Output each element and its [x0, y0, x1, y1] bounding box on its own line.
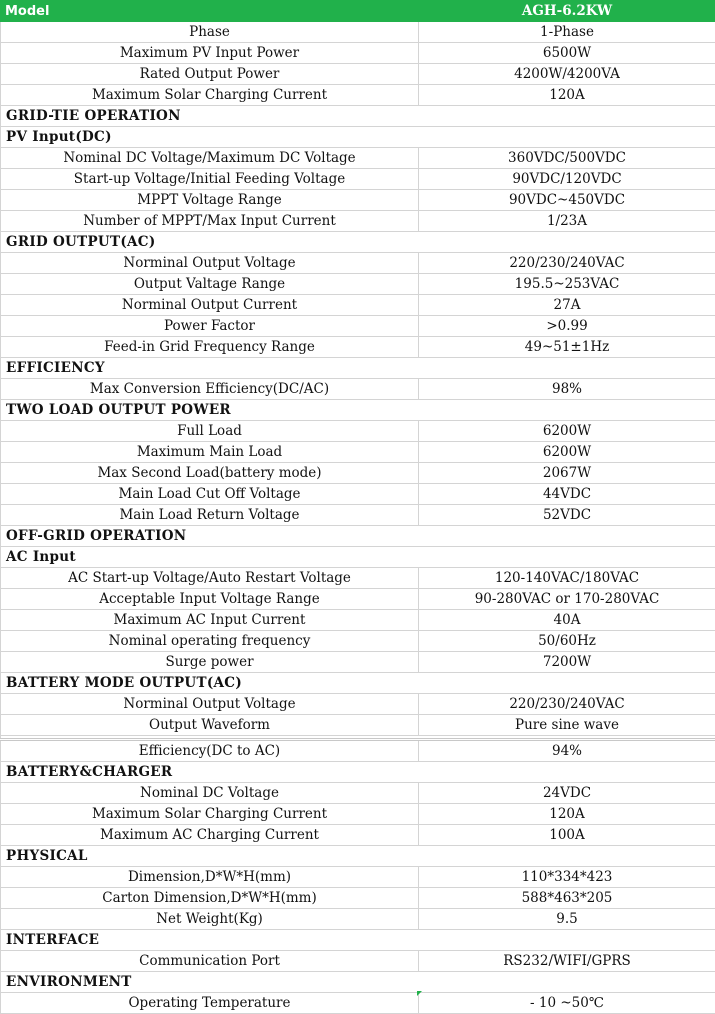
section-title: INTERFACE: [1, 930, 715, 951]
spec-row: [1, 295, 715, 316]
spec-row: [1, 783, 715, 804]
spec-value: >0.99: [419, 316, 715, 337]
spec-label: Maximum AC Input Current: [1, 610, 419, 631]
spec-value: 50/60Hz: [419, 631, 715, 652]
spec-label: Output Valtage Range: [1, 274, 419, 295]
section-header-row: [1, 358, 715, 379]
spec-value: Pure sine wave: [419, 715, 715, 736]
spec-row: [1, 442, 715, 463]
spec-row: [1, 421, 715, 442]
spec-row: [1, 211, 715, 232]
spec-label: Max Second Load(battery mode): [1, 463, 419, 484]
spec-label: Nominal operating frequency: [1, 631, 419, 652]
spec-label: Acceptable Input Voltage Range: [1, 589, 419, 610]
section-header-row: [1, 400, 715, 421]
spec-row: [1, 652, 715, 673]
spec-row: [1, 253, 715, 274]
spec-value: 100A: [419, 825, 715, 846]
spec-label: Maximum Solar Charging Current: [1, 804, 419, 825]
spec-value: 6200W: [419, 442, 715, 463]
spec-value: 98%: [419, 379, 715, 400]
spec-label: Rated Output Power: [1, 64, 419, 85]
spec-value: 120-140VAC/180VAC: [419, 568, 715, 589]
spec-row: [1, 825, 715, 846]
spec-row: [1, 337, 715, 358]
spec-row: [1, 148, 715, 169]
spec-label: Operating Temperature: [1, 993, 419, 1014]
spec-value: 1-Phase: [419, 22, 715, 43]
spec-label: Carton Dimension,D*W*H(mm): [1, 888, 419, 909]
section-header-row: [1, 673, 715, 694]
section-title: PV Input(DC): [1, 127, 715, 148]
spec-row: [1, 190, 715, 211]
section-header-row: [1, 127, 715, 148]
spec-value: 44VDC: [419, 484, 715, 505]
section-title: OFF-GRID OPERATION: [1, 526, 715, 547]
spec-label: Main Load Return Voltage: [1, 505, 419, 526]
header-row: [1, 1, 715, 22]
spec-label: Nominal DC Voltage: [1, 783, 419, 804]
spec-label: Full Load: [1, 421, 419, 442]
spec-value: 94%: [419, 740, 715, 762]
spec-label: Feed-in Grid Frequency Range: [1, 337, 419, 358]
spec-row: [1, 694, 715, 715]
spec-label: Maximum AC Charging Current: [1, 825, 419, 846]
spec-label: Output Waveform: [1, 715, 419, 736]
spec-label: Max Conversion Efficiency(DC/AC): [1, 379, 419, 400]
spec-label: Communication Port: [1, 951, 419, 972]
spec-label: Maximum Solar Charging Current: [1, 85, 419, 106]
spec-value: 24VDC: [419, 783, 715, 804]
section-header-row: [1, 930, 715, 951]
section-title: GRID OUTPUT(AC): [1, 232, 715, 253]
spec-row: [1, 867, 715, 888]
section-header-row: [1, 232, 715, 253]
section-title: GRID-TIE OPERATION: [1, 106, 715, 127]
section-title: ENVIRONMENT: [1, 972, 715, 993]
spec-label: Phase: [1, 22, 419, 43]
spec-value: 90VDC~450VDC: [419, 190, 715, 211]
spec-value: RS232/WIFI/GPRS: [419, 951, 715, 972]
spec-value: 9.5: [419, 909, 715, 930]
spec-value: 49~51±1Hz: [419, 337, 715, 358]
spec-label: Norminal Output Voltage: [1, 253, 419, 274]
spec-value: 220/230/240VAC: [419, 694, 715, 715]
spec-row: [1, 22, 715, 43]
spec-row: [1, 85, 715, 106]
spec-value: 4200W/4200VA: [419, 64, 715, 85]
spec-row: [1, 993, 715, 1014]
section-header-row: [1, 526, 715, 547]
spec-row: [1, 43, 715, 64]
spec-value: 120A: [419, 85, 715, 106]
spec-value: 40A: [419, 610, 715, 631]
spec-value: 2067W: [419, 463, 715, 484]
section-header-row: [1, 106, 715, 127]
spec-row: [1, 888, 715, 909]
spec-row: [1, 715, 715, 736]
spec-row: [1, 610, 715, 631]
section-title: TWO LOAD OUTPUT POWER: [1, 400, 715, 421]
spec-value: 360VDC/500VDC: [419, 148, 715, 169]
spec-label: Nominal DC Voltage/Maximum DC Voltage: [1, 148, 419, 169]
spec-row: [1, 909, 715, 930]
spec-label: AC Start-up Voltage/Auto Restart Voltage: [1, 568, 419, 589]
section-title: AC Input: [1, 547, 715, 568]
spec-row: [1, 169, 715, 190]
spec-row: [1, 484, 715, 505]
spec-value: 7200W: [419, 652, 715, 673]
spec-label: Number of MPPT/Max Input Current: [1, 211, 419, 232]
spec-value: 52VDC: [419, 505, 715, 526]
spec-row: [1, 463, 715, 484]
spec-label: Efficiency(DC to AC): [1, 740, 419, 762]
spec-label: Norminal Output Current: [1, 295, 419, 316]
spec-value: - 10 ~50℃: [419, 993, 715, 1014]
section-title: PHYSICAL: [1, 846, 715, 867]
spec-row: [1, 589, 715, 610]
spec-value: 110*334*423: [419, 867, 715, 888]
spec-label: Dimension,D*W*H(mm): [1, 867, 419, 888]
spec-row: [1, 804, 715, 825]
spec-row: [1, 505, 715, 526]
spec-label: Norminal Output Voltage: [1, 694, 419, 715]
spec-value: 588*463*205: [419, 888, 715, 909]
spec-value: 220/230/240VAC: [419, 253, 715, 274]
section-title: BATTERY&CHARGER: [1, 762, 715, 783]
model-value: AGH-6.2KW: [419, 1, 715, 22]
spec-label: Start-up Voltage/Initial Feeding Voltage: [1, 169, 419, 190]
spec-value: 27A: [419, 295, 715, 316]
spec-row: [1, 568, 715, 589]
spec-row: [1, 951, 715, 972]
spec-label: MPPT Voltage Range: [1, 190, 419, 211]
spec-row: [1, 379, 715, 400]
spec-label: Surge power: [1, 652, 419, 673]
section-title: EFFICIENCY: [1, 358, 715, 379]
spec-label: Main Load Cut Off Voltage: [1, 484, 419, 505]
spec-label: Maximum Main Load: [1, 442, 419, 463]
spec-value: 6200W: [419, 421, 715, 442]
section-header-row: [1, 846, 715, 867]
header-label: Model: [1, 1, 419, 22]
spec-value: 6500W: [419, 43, 715, 64]
spec-row: [1, 64, 715, 85]
section-title: BATTERY MODE OUTPUT(AC): [1, 673, 715, 694]
section-header-row: [1, 972, 715, 993]
cell-corner-mark: [417, 991, 422, 996]
spec-row: [1, 740, 715, 762]
section-header-row: [1, 762, 715, 783]
spec-row: [1, 274, 715, 295]
spec-value: 90-280VAC or 170-280VAC: [419, 589, 715, 610]
spec-table-body: [1, 1, 715, 1014]
spec-value: 90VDC/120VDC: [419, 169, 715, 190]
spec-value: 120A: [419, 804, 715, 825]
spec-row: [1, 316, 715, 337]
spec-value: 195.5~253VAC: [419, 274, 715, 295]
spec-label: Power Factor: [1, 316, 419, 337]
spec-label: Maximum PV Input Power: [1, 43, 419, 64]
spec-label: Net Weight(Kg): [1, 909, 419, 930]
section-header-row: [1, 547, 715, 568]
spec-row: [1, 631, 715, 652]
spec-value: 1/23A: [419, 211, 715, 232]
